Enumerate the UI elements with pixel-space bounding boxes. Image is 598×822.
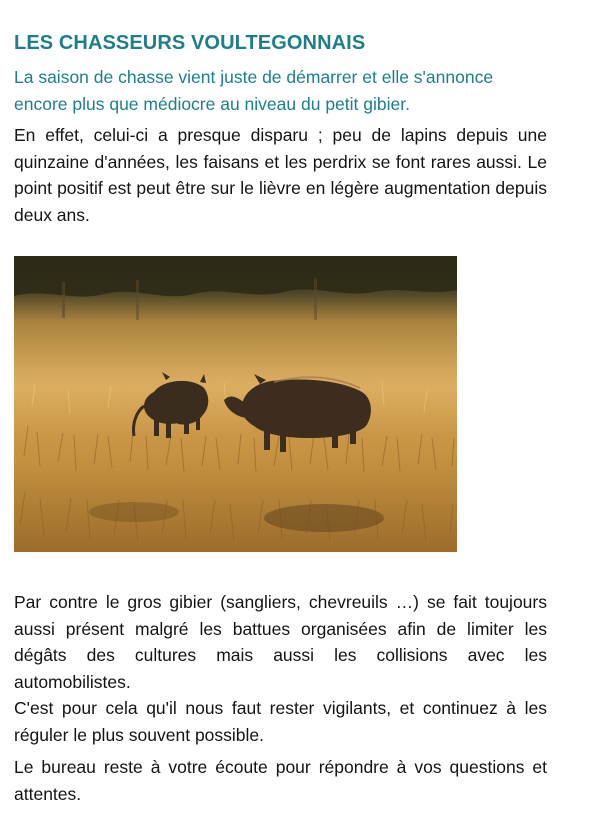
article-continued <box>14 589 547 807</box>
paragraph-contact: Le bureau reste à votre écoute pour répondre à vos questions et attentes. <box>14 757 547 804</box>
paragraph-vigilance: C'est pour cela qu'il nous faut rester vigilants, et continuez à les réguler le plus souvent possible. <box>14 698 547 745</box>
article-title: LES CHASSEURS VOULTEGONNAIS <box>14 32 366 54</box>
article-lead: La saison de chasse vient juste de démarrer et elle s'annonce encore plus que médiocre au niveau du petit gibier. <box>14 67 494 114</box>
wild-boars-photo <box>14 256 457 552</box>
paragraph-small-game: En effet, celui-ci a presque disparu ; peu de lapins depuis une quinzaine d'années, les faisans et les perdrix se font rares aussi. Le point positif est peut être sur le lièvre en légère augmentation depuis deux ans. <box>14 125 547 225</box>
article <box>14 30 547 804</box>
paragraph-big-game: Par contre le gros gibier (sangliers, chevreuils …) se fait toujours aussi présent malgré les battues organisées afin de limiter les dégâts des cultures mais aussi les collisions avec les automobilistes. <box>14 592 547 692</box>
